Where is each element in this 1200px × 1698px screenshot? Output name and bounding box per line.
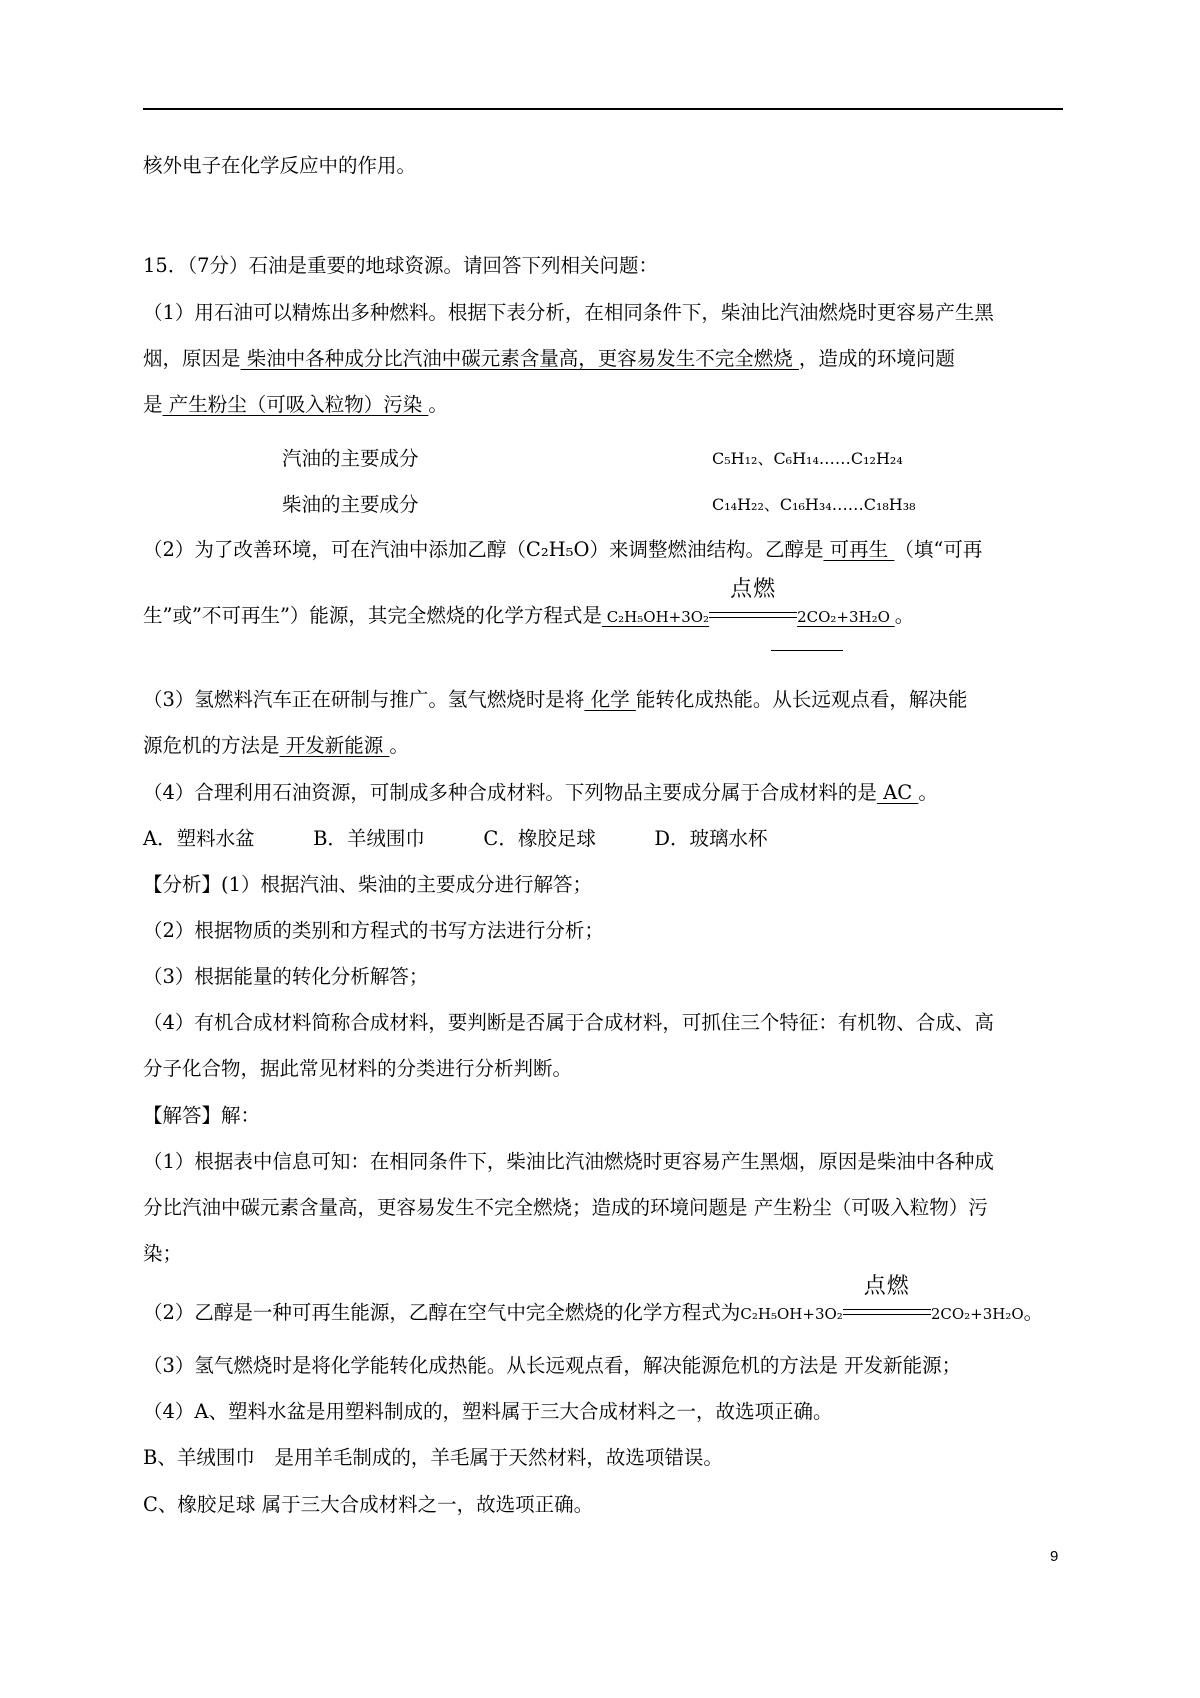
q1-text: 是 bbox=[143, 393, 163, 416]
answer-2-equation-right: 2CO₂+3H₂O bbox=[930, 1305, 1024, 1323]
answer-2-text: 。 bbox=[1023, 1301, 1044, 1324]
ignite-label: 点燃 bbox=[730, 577, 777, 602]
q2-text: （填“可再 bbox=[894, 538, 983, 561]
q3-text: 源危机的方法是 bbox=[143, 734, 280, 757]
q3-line1 bbox=[143, 687, 1073, 713]
answer-1-line1: （1）根据表中信息可知：在相同条件下，柴油比汽油燃烧时更容易产生黑烟，原因是柴油中各种成 bbox=[143, 1150, 994, 1173]
question-15-title: 15．（7分）石油是重要的地球资源。请回答下列相关问题： bbox=[143, 254, 658, 277]
equation-underline bbox=[771, 650, 843, 651]
q4-options: A．塑料水盆 B．羊绒围巾 C．橡胶足球 D．玻璃水杯 bbox=[143, 827, 768, 850]
q3-line2 bbox=[143, 733, 1073, 759]
q3-answer-method: 开发新能源 bbox=[279, 734, 390, 757]
q1-text: 。 bbox=[428, 393, 448, 416]
q1-line1: （1）用石油可以精炼出多种燃料。根据下表分析，在相同条件下，柴油比汽油燃烧时更容易产生黑 bbox=[143, 301, 994, 324]
page-number: 9 bbox=[1050, 1548, 1059, 1565]
q1-answer-cause: 柴油中各种成分比汽油中碳元素含量高，更容易发生不完全燃烧 bbox=[240, 347, 799, 370]
answer-3: （3）氢气燃烧时是将化学能转化成热能。从长远观点看，解决能源危机的方法是 开发新能源； bbox=[143, 1354, 962, 1377]
analysis-line2: （2）根据物质的类别和方程式的书写方法进行分析； bbox=[143, 919, 604, 942]
q2-answer-renewable: 可再生 bbox=[823, 538, 895, 561]
q3-text: 能转化成热能。从长远观点看，解决能 bbox=[635, 688, 968, 711]
q1-text: 烟，原因是 bbox=[143, 347, 241, 370]
answer-head: 【解答】解： bbox=[143, 1104, 261, 1127]
answer-1-line2: 分比汽油中碳元素含量高，更容易发生不完全燃烧；造成的环境问题是 产生粉尘（可吸入粒物）污 bbox=[143, 1196, 988, 1219]
q3-text: （3）氢燃料汽车正在研制与推广。氢气燃烧时是将 bbox=[143, 688, 585, 711]
q3-answer-energy: 化学 bbox=[584, 688, 636, 711]
equation-equals-bar bbox=[843, 1309, 931, 1315]
q2-line2 bbox=[143, 577, 1073, 630]
header-rule bbox=[143, 108, 1063, 110]
q1-text: ，造成的环境问题 bbox=[798, 347, 955, 370]
reaction-condition bbox=[709, 577, 797, 629]
q3-text: 。 bbox=[389, 734, 409, 757]
table-row-diesel-formula: C₁₄H₂₂、C₁₆H₃₄……C₁₈H₃₈ bbox=[712, 495, 916, 514]
reaction-condition bbox=[843, 1274, 931, 1326]
answer-2 bbox=[143, 1274, 1073, 1327]
q2-text: 生”或”不可再生”）能源，其完全燃烧的化学方程式是 bbox=[143, 604, 602, 627]
answer-2-text: （2）乙醇是一种可再生能源，乙醇在空气中完全燃烧的化学方程式为 bbox=[143, 1301, 741, 1324]
equation-equals-bar bbox=[709, 612, 797, 618]
continued-text: 核外电子在化学反应中的作用。 bbox=[143, 154, 417, 177]
answer-4-line2: B、羊绒围巾 是用羊毛制成的，羊毛属于天然材料，故选项错误。 bbox=[143, 1446, 723, 1469]
answer-4-line1: （4）A、塑料水盆是用塑料制成的，塑料属于三大合成材料之一，故选项正确。 bbox=[143, 1400, 833, 1423]
analysis-line4: （4）有机合成材料简称合成材料，要判断是否属于合成材料，可抓住三个特征：有机物、合成、高 bbox=[143, 1011, 994, 1034]
analysis-line5: 分子化合物，据此常见材料的分类进行分析判断。 bbox=[143, 1057, 573, 1080]
q2-equation-left: C₂H₅OH+3O₂ bbox=[601, 608, 710, 626]
analysis-line3: （3）根据能量的转化分析解答； bbox=[143, 965, 429, 988]
q4-text: （4）合理利用石油资源，可制成多种合成材料。下列物品主要成分属于合成材料的是 bbox=[143, 781, 877, 804]
q1-line2 bbox=[143, 346, 1073, 372]
q2-text: （2）为了改善环境，可在汽油中添加乙醇（C₂H₅O）来调整燃油结构。乙醇是 bbox=[143, 538, 824, 561]
q1-answer-problem: 产生粉尘（可吸入粒物）污染 bbox=[162, 393, 429, 416]
q1-line3 bbox=[143, 392, 1073, 418]
q4-answer: AC bbox=[876, 781, 919, 804]
q4-text: 。 bbox=[918, 781, 938, 804]
q4-line1 bbox=[143, 780, 1073, 806]
q2-equation-right: 2CO₂+3H₂O bbox=[797, 608, 895, 626]
q2-line1 bbox=[143, 537, 1073, 563]
ignite-label: 点燃 bbox=[863, 1274, 910, 1299]
answer-2-equation-left: C₂H₅OH+3O₂ bbox=[740, 1305, 843, 1323]
answer-4-line3: C、橡胶足球 属于三大合成材料之一，故选项正确。 bbox=[143, 1493, 594, 1516]
q2-text: 。 bbox=[894, 604, 915, 627]
answer-1-line3: 染； bbox=[143, 1242, 183, 1265]
analysis-line1: 【分析】(1）根据汽油、柴油的主要成分进行解答； bbox=[143, 873, 593, 896]
table-row-diesel-label: 柴油的主要成分 bbox=[282, 493, 419, 516]
table-row-gasoline-label: 汽油的主要成分 bbox=[282, 447, 419, 470]
table-row-gasoline-formula: C₅H₁₂、C₆H₁₄……C₁₂H₂₄ bbox=[712, 449, 903, 468]
